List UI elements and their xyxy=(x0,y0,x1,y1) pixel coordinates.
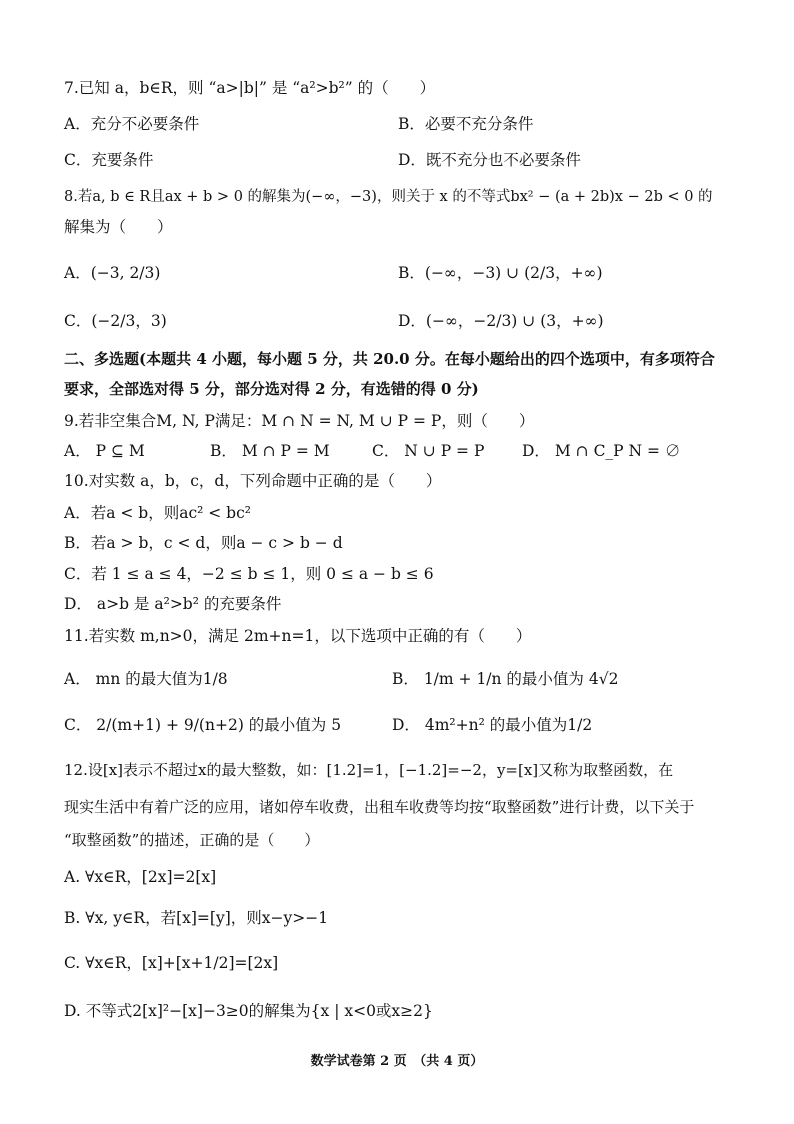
q7-option-b: B．必要不充分条件 xyxy=(398,115,534,133)
q8-stem-line1: 8.若a, b ∈ R且ax + b > 0 的解集为(−∞，−3)，则关于 x 的不等式bx² − (a + 2b)x − 2b < 0 的 xyxy=(64,189,713,205)
q7-option-a: A．充分不必要条件 xyxy=(64,115,200,133)
q11-option-d: D． 4m²+n² 的最小值为1/2 xyxy=(392,716,593,734)
q11-stem: 11.若实数 m,n>0，满足 2m+n=1，以下选项中正确的有（ ） xyxy=(64,627,532,645)
q12-stem-line1: 12.设[x]表示不超过x的最大整数，如：[1.2]=1，[−1.2]=−2，y=[x]又称为取整函数，在 xyxy=(64,761,674,779)
q9-option-c: C． N ∪ P = P xyxy=(372,442,485,460)
q12-option-c: C. ∀x∈R，[x]+[x+1/2]=[2x] xyxy=(64,954,279,972)
q12-stem-line2: 现实生活中有着广泛的应用，诸如停车收费，出租车收费等均按“取整函数”进行计费，以下关于 xyxy=(64,798,695,816)
q8-option-d: D．(−∞，−2/3) ∪ (3，+∞) xyxy=(398,312,604,330)
q10-option-a: A．若a < b，则ac² < bc² xyxy=(64,504,251,522)
q8-option-c: C．(−2/3，3) xyxy=(64,312,167,330)
q11-option-b: B． 1/m + 1/n 的最小值为 4√2 xyxy=(392,670,619,688)
q11-option-c: C． 2/(m+1) + 9/(n+2) 的最小值为 5 xyxy=(64,716,342,734)
q12-option-d: D. 不等式2[x]²−[x]−3≥0的解集为{x | x<0或x≥2} xyxy=(64,1002,433,1020)
page-footer: 数学试卷第 2 页 （共 4 页） xyxy=(310,1054,484,1069)
q7-stem: 7.已知 a，b∈R，则 “a>|b|” 是 “a²>b²” 的（ ） xyxy=(64,79,436,97)
q10-option-b: B．若a > b，c < d，则a − c > b − d xyxy=(64,534,343,552)
q9-stem: 9.若非空集合M, N, P满足：M ∩ N = N, M ∪ P = P，则（ ） xyxy=(64,412,535,430)
section2-heading-line1: 二、多选题(本题共 4 小题，每小题 5 分，共 20.0 分。在每小题给出的四个选项中，有多项符合 xyxy=(64,350,715,368)
q10-stem: 10.对实数 a，b，c，d，下列命题中正确的是（ ） xyxy=(64,472,442,490)
q9-option-b: B． M ∩ P = M xyxy=(210,442,330,460)
q9-option-a: A． P ⊆ M xyxy=(64,442,145,460)
q8-stem-line2: 解集为（ ） xyxy=(64,218,173,236)
q10-option-d: D． a>b 是 a²>b² 的充要条件 xyxy=(64,595,282,613)
q8-option-b: B．(−∞，−3) ∪ (2/3，+∞) xyxy=(398,264,603,282)
q12-option-a: A. ∀x∈R，[2x]=2[x] xyxy=(64,868,217,886)
q9-option-d: D． M ∩ C_P N = ∅ xyxy=(522,442,681,460)
q11-option-a: A． mn 的最大值为1/8 xyxy=(64,670,228,688)
section2-heading-line2: 要求，全部选对得 5 分，部分选对得 2 分，有选错的得 0 分) xyxy=(64,380,479,398)
q12-option-b: B. ∀x, y∈R，若[x]=[y]，则x−y>−1 xyxy=(64,909,329,927)
q7-option-c: C．充要条件 xyxy=(64,151,154,169)
q10-option-c: C．若 1 ≤ a ≤ 4，−2 ≤ b ≤ 1，则 0 ≤ a − b ≤ 6 xyxy=(64,565,434,583)
q12-stem-line3: “取整函数”的描述，正确的是（ ） xyxy=(64,831,320,849)
q8-option-a: A．(−3, 2/3) xyxy=(64,264,161,282)
q7-option-d: D．既不充分也不必要条件 xyxy=(398,151,581,169)
